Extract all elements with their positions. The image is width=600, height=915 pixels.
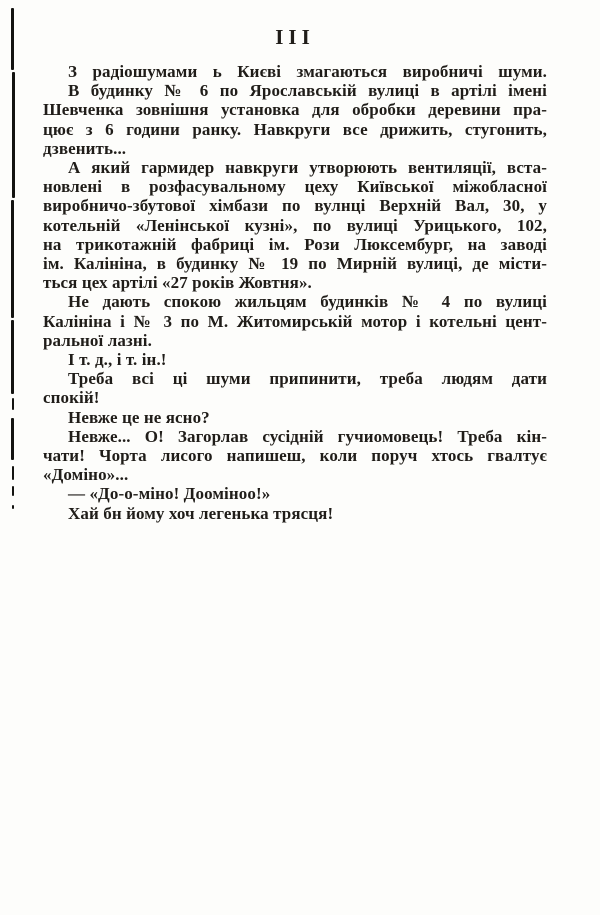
body-text — [43, 62, 547, 523]
text-line: Шевченка зовнішня установка для обробки деревини пра- — [43, 100, 547, 120]
text-line: чати! Чорта лисого напишеш, коли поруч хтось гвалтує — [43, 446, 547, 466]
text-line: ім. Калініна, в будинку № 19 по Мирній вулиці, де місти- — [43, 254, 547, 274]
text-line: цює з 6 години ранку. Навкруги все дрижить, стугонить, — [43, 119, 547, 139]
text-line: З радіошумами ь Києві змагаються виробничі шуми. — [68, 62, 547, 81]
text-line: — «До-о-міно! Доомінoo!» — [68, 484, 271, 504]
text-line: Хай бн йому хоч легенька трясця! — [68, 503, 334, 523]
text-line: І т. д., і т. ін.! — [68, 350, 167, 370]
text-line: новлені в розфасувальному цеху Київської міжобласної — [43, 177, 547, 197]
text-line: Не дають спокою жильцям будинків № 4 по вулиці — [68, 292, 547, 312]
text-line: «Доміно»... — [43, 465, 129, 485]
text-line: В будинку № 6 по Ярославській вулиці в артілі імені — [68, 81, 547, 101]
scan-edge-artifact — [0, 0, 20, 915]
text-line: дзвенить... — [43, 138, 127, 158]
text-line: А який гармидер навкруги утворюють вентиляції, вста- — [68, 158, 547, 178]
text-line: котельній «Ленінської кузні», по вулиці Урицького, 102, — [43, 215, 547, 235]
text-line: на трикотажній фабриці ім. Рози Люксембург, на заводі — [43, 234, 547, 254]
text-line: Невже це не ясно? — [68, 407, 210, 427]
text-line: Калініна і № 3 по М. Житомирській мотор і котельні цент- — [43, 311, 547, 331]
text-line: Невже... О! Загорлав сусідній гучиомовець! Треба кін- — [68, 426, 547, 446]
text-line: ральної лазні. — [43, 330, 152, 350]
text-line: виробничо-збутової хімбази по вулнці Верхній Вал, 30, у — [43, 196, 547, 216]
text-line: ться цех артілі «27 років Жовтня». — [43, 273, 312, 293]
text-line: Треба всі ці шуми припинити, треба людям дати — [68, 369, 547, 389]
text-line: спокій! — [43, 388, 100, 408]
chapter-number: III — [275, 25, 315, 49]
